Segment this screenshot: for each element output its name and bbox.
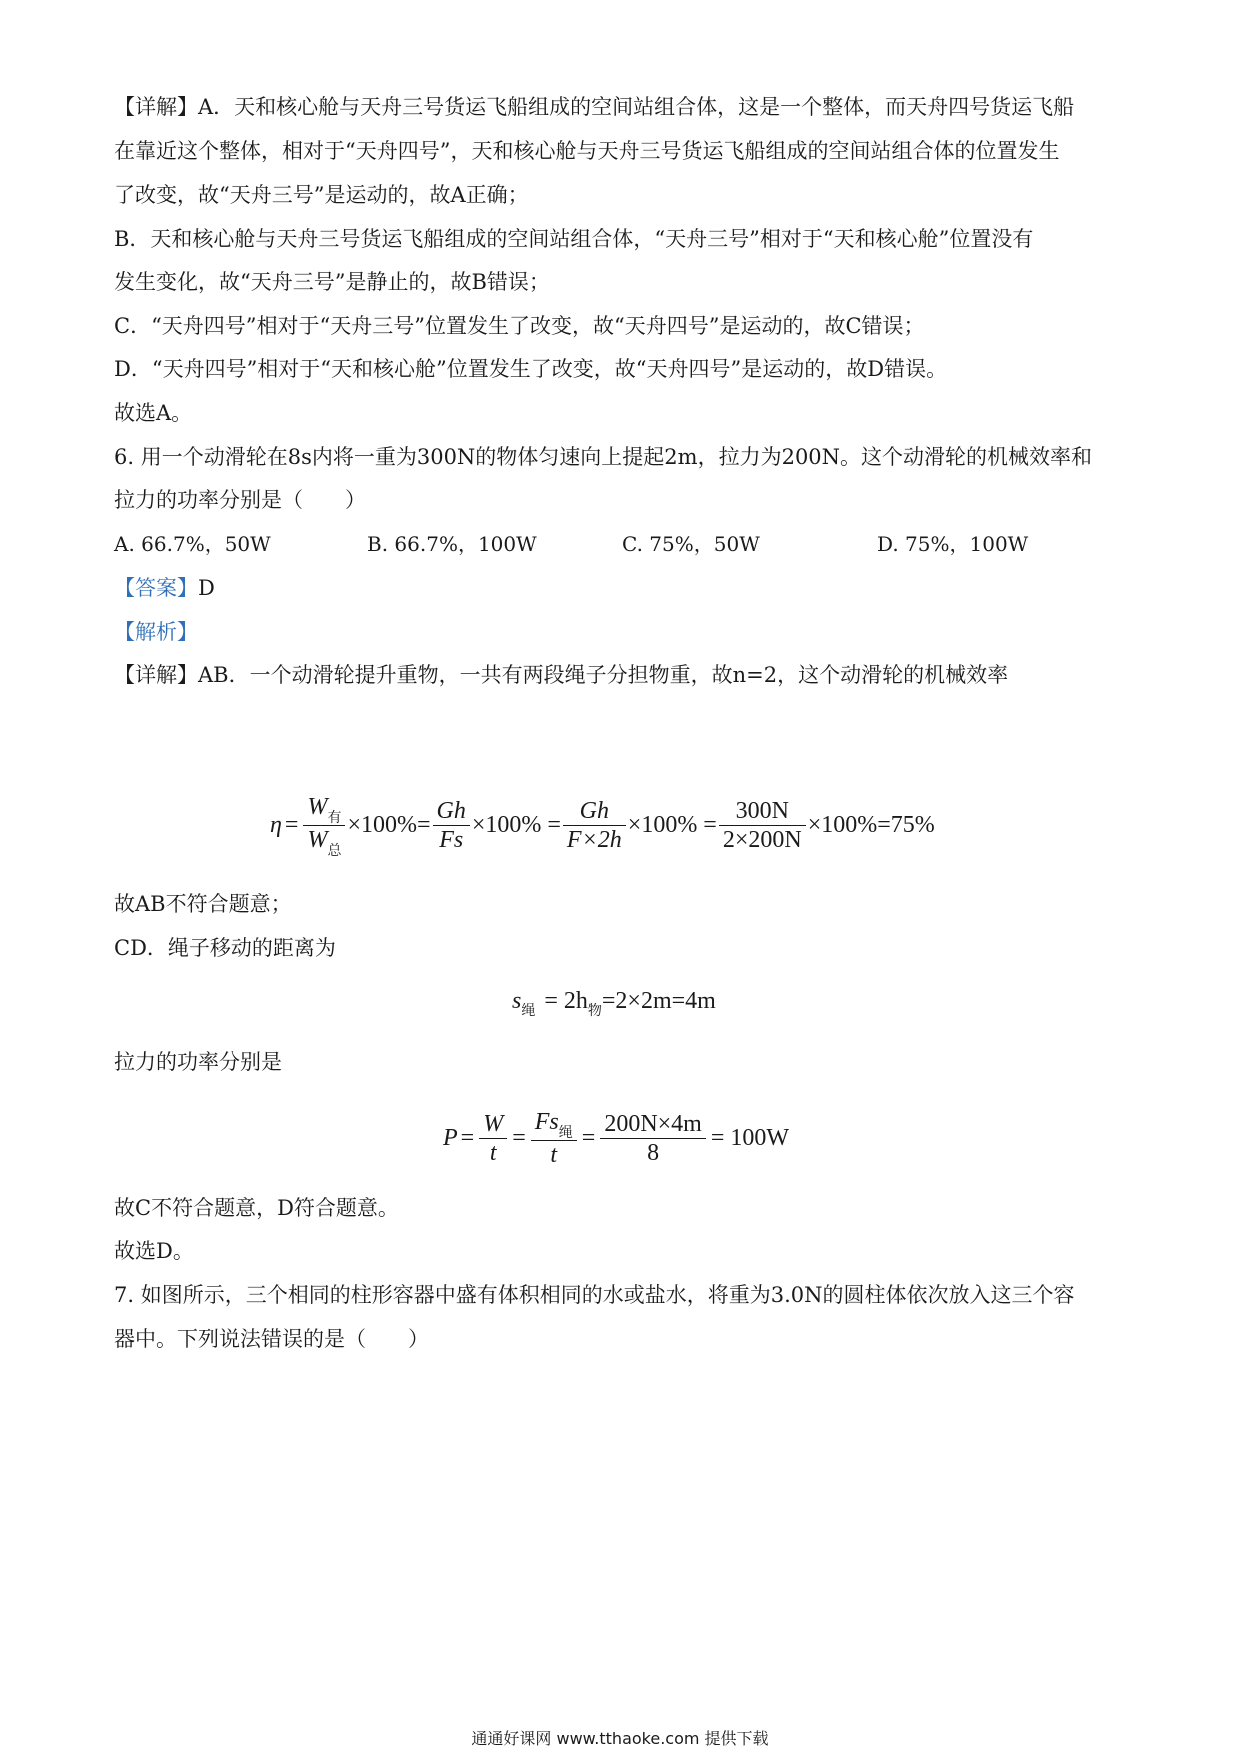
option-a: A. 66.7%，50W (114, 532, 271, 556)
option-c: C. 75%，50W (622, 532, 760, 556)
detail-line-3: 了改变，故“天舟三号”是运动的，故A正确； (114, 183, 529, 207)
power-intro: 拉力的功率分别是 (114, 1050, 282, 1074)
analysis-label: 【解析】 (114, 620, 198, 644)
option-b-explanation-1: B．天和核心舱与天舟三号货运飞船组成的空间站组合体，“天舟三号”相对于“天和核心舱”位置没有 (114, 227, 1034, 251)
cd-distance: CD．绳子移动的距离为 (114, 936, 336, 960)
choose-d: 故选D。 (114, 1239, 194, 1263)
fraction-w: $\frac{W_有}{W_总}$ (303, 793, 345, 858)
distance-equation: s 绳 = 2h 物 =2×2m=4m (512, 988, 716, 1019)
question-6-line-1: 6. 用一个动滑轮在8s内将一重为300N的物体匀速向上提起2m，拉力为200N。这个动滑轮的机械效率和 (114, 445, 1093, 469)
fraction-w-t: $\frac{W}{t}$ (479, 1110, 507, 1167)
ab-not-match: 故AB不符合题意； (114, 892, 292, 916)
option-c-explanation: C．“天舟四号”相对于“天舟三号”位置发生了改变，故“天舟四号”是运动的，故C错误； (114, 314, 925, 338)
detail-line-1: 【详解】A．天和核心舱与天舟三号货运飞船组成的空间站组合体，这是一个整体，而天舟四号货运飞船 (114, 95, 1075, 119)
option-d: D. 75%，100W (877, 532, 1029, 556)
fraction-gh-fs: $\frac{Gh}{Fs}$ (433, 797, 470, 854)
fraction-gh-f2h: $\frac{Gh}{F\times 2h}$ (563, 797, 626, 854)
option-b: B. 66.7%，100W (367, 532, 537, 556)
answer-label: 【答案】 (114, 576, 198, 600)
answer-line (114, 573, 1134, 603)
fraction-fs-t: $\frac{Fs_绳}{t}$ (531, 1108, 577, 1169)
fraction-values: $\frac{300N}{2\times 200N}$ (719, 797, 806, 854)
detail-line-2: 在靠近这个整体，相对于“天舟四号”，天和核心舱与天舟三号货运飞船组成的空间站组合体的位置发生 (114, 139, 1060, 163)
page-footer: 通通好课网 www.tthaoke.com 提供下载 (471, 1729, 769, 1748)
answer-value: D (198, 576, 215, 600)
option-b-explanation-2: 发生变化，故“天舟三号”是静止的，故B错误； (114, 270, 550, 294)
fraction-power-values: $\frac{200N\times 4m}{8}$ (600, 1110, 706, 1167)
option-d-explanation: D．“天舟四号”相对于“天和核心舱”位置发生了改变，故“天舟四号”是运动的，故D错误。 (114, 357, 948, 381)
question-6-line-2: 拉力的功率分别是（ ） (114, 488, 366, 512)
detail-ab: 【详解】AB．一个动滑轮提升重物，一共有两段绳子分担物重，故n=2，这个动滑轮的机械效率 (114, 663, 1009, 687)
question-7-line-2: 器中。下列说法错误的是（ ） (114, 1327, 429, 1351)
c-not-match: 故C不符合题意，D符合题意。 (114, 1196, 399, 1220)
power-equation: P = $\frac{W}{t}$ = $\frac{Fs_绳}{t}$ = $\frac{200N\times 4m}{8}$ = 100W (443, 1109, 790, 1168)
efficiency-equation: η = $\frac{W_有}{W_总}$ ×100%= $\frac{Gh}{Fs}$ ×100% = $\frac{Gh}{F\times 2h}$ ×100% = $\frac{300N}{2\times 200N}$ ×100%=75% (270, 794, 935, 859)
choose-a: 故选A。 (114, 401, 193, 425)
question-7-line-1: 7. 如图所示，三个相同的柱形容器中盛有体积相同的水或盐水，将重为3.0N的圆柱体依次放入这三个容 (114, 1283, 1075, 1307)
